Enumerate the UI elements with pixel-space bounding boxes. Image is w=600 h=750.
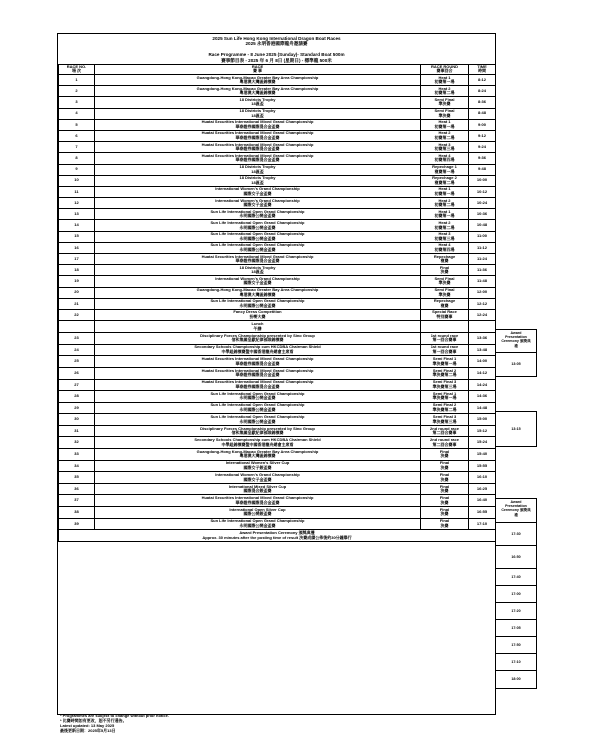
race-no: 26 xyxy=(59,367,95,379)
table-row xyxy=(59,460,496,472)
race-time: 9:48 xyxy=(469,164,496,175)
race-round: Heat 2 初賽第二場 xyxy=(421,220,469,231)
race-time: 9:00 xyxy=(469,119,496,130)
race-no: 13 xyxy=(59,209,95,220)
table-row xyxy=(59,309,496,320)
race-round: Final 決賽 xyxy=(421,495,469,507)
race-no: 30 xyxy=(59,414,95,426)
race-no: 22 xyxy=(59,309,95,320)
title-en: 2025 Sun Life Hong Kong International Dragon Boat Races xyxy=(212,36,341,41)
header-race: RACE 賽 事 xyxy=(95,64,421,74)
race-name: Guangdong-Hong Kong-Macao Greater Bay Area Championship 粵港澳大灣區錦標賽 xyxy=(95,449,421,461)
races-afternoon xyxy=(59,333,496,530)
race-no: 27 xyxy=(59,379,95,391)
side-time-1: 13:05 xyxy=(495,352,537,377)
race-name: International Women's Grand Championship 國際女子金盃賽 xyxy=(95,198,421,209)
race-name: International Open Silver Cup 國際公開銀盃賽 xyxy=(95,507,421,519)
race-round: Final 決賽 xyxy=(421,265,469,276)
side-time-4: 16:50 xyxy=(495,545,537,570)
side-time-9: 17:50 xyxy=(495,636,537,655)
table-row xyxy=(59,298,496,309)
race-round: Final 決賽 xyxy=(421,449,469,461)
race-name: Guangdong-Hong Kong-Macao Greater Bay Area Championship 粵港澳大灣區錦標賽 xyxy=(95,75,421,86)
race-no: 3 xyxy=(59,97,95,108)
race-name: Huatai Securities International Mixed Grand Championship 華泰證券國際混合金盃賽 xyxy=(95,153,421,164)
race-table xyxy=(58,64,496,542)
race-time: 15:00 xyxy=(469,414,496,426)
race-name: International Women's Grand Championship 國際女子金盃賽 xyxy=(95,186,421,197)
race-time: 8:36 xyxy=(469,97,496,108)
lunch-row xyxy=(59,321,496,333)
race-no: 17 xyxy=(59,254,95,265)
table-row xyxy=(59,483,496,495)
table-header-row xyxy=(59,64,496,74)
table-row xyxy=(59,367,496,379)
race-name: International Mixed Silver Cup 國際混合銀盃賽 xyxy=(95,483,421,495)
race-time: 9:24 xyxy=(469,142,496,153)
race-no: 16 xyxy=(59,242,95,253)
race-round: Repechage 複賽 xyxy=(421,298,469,309)
race-round: Heat 1 初賽第一場 xyxy=(421,119,469,130)
race-no: 33 xyxy=(59,449,95,461)
table-row xyxy=(59,119,496,130)
updated-en: Latest updated: 13 May 2025 xyxy=(60,723,115,728)
race-name: 18 Districts Trophy 18區盃 xyxy=(95,97,421,108)
race-time: 12:24 xyxy=(469,309,496,320)
race-no: 14 xyxy=(59,220,95,231)
race-time: 10:24 xyxy=(469,198,496,209)
race-no: 32 xyxy=(59,437,95,449)
table-row xyxy=(59,344,496,356)
updated-zh: 最後更新日期：2025年5月13日 xyxy=(60,728,116,733)
table-row xyxy=(59,402,496,414)
race-no: 36 xyxy=(59,483,95,495)
race-name: Sun Life International Open Grand Championship 永明國際公開金盃賽 xyxy=(95,518,421,530)
side-time-11: 18:00 xyxy=(495,670,537,689)
race-round: Semi Final 準決賽 xyxy=(421,287,469,298)
table-row xyxy=(59,97,496,108)
race-time: 14:48 xyxy=(469,402,496,414)
table-row xyxy=(59,220,496,231)
race-round: 1st round race 第一回合賽事 xyxy=(421,333,469,345)
table-row xyxy=(59,425,496,437)
race-time: 10:00 xyxy=(469,175,496,186)
race-name: Huatai Securities International Mixed Grand Championship 華泰證券國際混合金盃賽 xyxy=(95,495,421,507)
table-row xyxy=(59,507,496,519)
race-no: 29 xyxy=(59,402,95,414)
race-name: Huatai Securities International Mixed Grand Championship 華泰證券國際混合金盃賽 xyxy=(95,356,421,368)
race-round: Repechage 1 複賽第一場 xyxy=(421,164,469,175)
table-row xyxy=(59,75,496,86)
race-no: 9 xyxy=(59,164,95,175)
race-name: International Women's Grand Championship 國際女子金盃賽 xyxy=(95,276,421,287)
race-time: 16:40 xyxy=(469,495,496,507)
closing-row xyxy=(59,530,496,542)
note-zh: * 比賽時間如有更改，恕不另行通告。 xyxy=(60,718,127,723)
race-time: 14:36 xyxy=(469,391,496,403)
closing-section xyxy=(59,530,496,542)
race-name: Secondary Schools Championship cum HKCDBA Chairman Shield 中學組錦標賽暨中國香港龍舟總會主席盾 xyxy=(95,344,421,356)
race-no: 37 xyxy=(59,495,95,507)
race-round: Semi Final 準決賽 xyxy=(421,276,469,287)
race-name: International Women's Silver Cup 國際女子銀盃賽 xyxy=(95,460,421,472)
race-time: 11:24 xyxy=(469,254,496,265)
race-no: 12 xyxy=(59,198,95,209)
table-row xyxy=(59,186,496,197)
race-name: Fancy Dress Competition 扮嘢大賽 xyxy=(95,309,421,320)
race-time: 14:24 xyxy=(469,379,496,391)
race-time: 15:55 xyxy=(469,460,496,472)
race-name: Disciplinary Forces Championship presented by Sino Group 信和集團呈獻紀律部隊錦標賽 xyxy=(95,333,421,345)
race-round: Final 決賽 xyxy=(421,518,469,530)
race-time: 10:12 xyxy=(469,186,496,197)
race-round: Semi Final 3 準決賽第三場 xyxy=(421,379,469,391)
race-time: 8:48 xyxy=(469,108,496,119)
race-time: 17:10 xyxy=(469,518,496,530)
race-name: Huatai Securities International Mixed Grand Championship 華泰證券國際混合金盃賽 xyxy=(95,130,421,141)
race-time: 10:36 xyxy=(469,209,496,220)
race-round: Semi Final 準決賽 xyxy=(421,97,469,108)
race-name: International Women's Grand Championship 國際女子金盃賽 xyxy=(95,472,421,484)
race-name: Sun Life International Open Grand Championship 永明國際公開金盃賽 xyxy=(95,298,421,309)
header-race-no: RACE NO. 場 次 xyxy=(59,64,95,74)
table-row xyxy=(59,391,496,403)
race-round: Semi Final 3 準決賽第三場 xyxy=(421,414,469,426)
race-time: 12:00 xyxy=(469,287,496,298)
race-time: 8:24 xyxy=(469,86,496,97)
race-round: Final 決賽 xyxy=(421,460,469,472)
race-round: Special Race 特別賽事 xyxy=(421,309,469,320)
race-time: 11:00 xyxy=(469,231,496,242)
race-name: Sun Life International Open Grand Championship 永明國際公開金盃賽 xyxy=(95,242,421,253)
race-round: Semi Final 1 準決賽第一場 xyxy=(421,391,469,403)
side-time-2: 13:15 xyxy=(495,411,537,447)
subtitle-en: Race Programme - 8 June 2025 (Sunday)- Standard Boat 500m xyxy=(208,52,345,58)
races-morning xyxy=(59,75,496,321)
race-no: 8 xyxy=(59,153,95,164)
race-round: Heat 3 初賽第三場 xyxy=(421,231,469,242)
table-row xyxy=(59,379,496,391)
race-round: Semi Final 1 準決賽第一場 xyxy=(421,356,469,368)
race-name: Sun Life International Open Grand Championship 永明國際公開金盃賽 xyxy=(95,209,421,220)
race-round: Heat 1 初賽第一場 xyxy=(421,209,469,220)
table-row xyxy=(59,287,496,298)
race-round: Heat 2 初賽第二場 xyxy=(421,86,469,97)
race-name: 18 Districts Trophy 18區盃 xyxy=(95,265,421,276)
race-name: Sun Life International Open Grand Championship 永明國際公開金盃賽 xyxy=(95,402,421,414)
header-round: RACE ROUND 賽事回合 xyxy=(421,64,469,74)
race-name: Guangdong-Hong Kong-Macao Greater Bay Area Championship 粵港澳大灣區錦標賽 xyxy=(95,86,421,97)
race-no: 31 xyxy=(59,425,95,437)
race-no: 34 xyxy=(59,460,95,472)
race-no: 20 xyxy=(59,287,95,298)
race-no: 28 xyxy=(59,391,95,403)
side-time-8: 17:05 xyxy=(495,619,537,638)
race-name: Huatai Securities International Mixed Grand Championship 華泰證券國際混合金盃賽 xyxy=(95,367,421,379)
side-time-5: 17:40 xyxy=(495,568,537,587)
table-row xyxy=(59,86,496,97)
race-round: Final 決賽 xyxy=(421,483,469,495)
race-time: 11:48 xyxy=(469,276,496,287)
race-round: Heat 4 初賽第四場 xyxy=(421,242,469,253)
table-row xyxy=(59,414,496,426)
race-round: 2nd round race 第二回合賽事 xyxy=(421,425,469,437)
title-zh: 2025 永明香港國際龍舟邀請賽 xyxy=(245,41,308,47)
race-no: 19 xyxy=(59,276,95,287)
race-time: 16:10 xyxy=(469,472,496,484)
race-no: 7 xyxy=(59,142,95,153)
race-no: 5 xyxy=(59,119,95,130)
race-time: 15:12 xyxy=(469,425,496,437)
race-time: 8:12 xyxy=(469,75,496,86)
lunch-label: Lunch 午膳 xyxy=(95,321,421,333)
note-en: * Programmes are subject to change without prior notice. xyxy=(60,713,169,718)
race-round: Repechage 複賽 xyxy=(421,254,469,265)
race-time: 12:12 xyxy=(469,298,496,309)
table-row xyxy=(59,265,496,276)
table-row xyxy=(59,254,496,265)
race-no: 21 xyxy=(59,298,95,309)
footnotes xyxy=(60,713,169,733)
race-round: 1st round race 第一回合賽事 xyxy=(421,344,469,356)
race-time: 14:12 xyxy=(469,367,496,379)
race-name: Huatai Securities International Mixed Grand Championship 華泰證券國際混合金盃賽 xyxy=(95,142,421,153)
race-round: Semi Final 2 準決賽第二場 xyxy=(421,402,469,414)
race-round: Final 決賽 xyxy=(421,507,469,519)
race-no: 10 xyxy=(59,175,95,186)
table-row xyxy=(59,242,496,253)
race-name: Sun Life International Open Grand Championship 永明國際公開金盃賽 xyxy=(95,391,421,403)
table-row xyxy=(59,142,496,153)
race-no: 35 xyxy=(59,472,95,484)
race-time: 16:55 xyxy=(469,507,496,519)
table-row xyxy=(59,356,496,368)
race-name: Sun Life International Open Grand Championship 永明國際公開金盃賽 xyxy=(95,414,421,426)
race-name: Sun Life International Open Grand Championship 永明國際公開金盃賽 xyxy=(95,220,421,231)
race-name: Disciplinary Forces Championship presented by Sino Group 信和集團呈獻紀律部隊錦標賽 xyxy=(95,425,421,437)
race-round: 2nd round race 第二回合賽事 xyxy=(421,437,469,449)
race-round: Heat 2 初賽第二場 xyxy=(421,198,469,209)
side-time-6: 17:00 xyxy=(495,585,537,604)
race-round: Semi Final 2 準決賽第二場 xyxy=(421,367,469,379)
table-row xyxy=(59,276,496,287)
race-round: Semi Final 準決賽 xyxy=(421,108,469,119)
table-row xyxy=(59,130,496,141)
race-no: 4 xyxy=(59,108,95,119)
race-name: Guangdong-Hong Kong-Macao Greater Bay Area Championship 粵港澳大灣區錦標賽 xyxy=(95,287,421,298)
race-round: Heat 1 初賽第一場 xyxy=(421,75,469,86)
race-name: Huatai Securities International Mixed Grand Championship 華泰證券國際混合金盃賽 xyxy=(95,254,421,265)
race-no: 15 xyxy=(59,231,95,242)
subtitle-zh: 賽事節目表 - 2025 年 6 月 8日 (星期日) - 標準龍 500米 xyxy=(221,57,332,63)
side-time-7: 17:20 xyxy=(495,602,537,621)
side-time-3: 17:30 xyxy=(495,522,537,547)
race-name: 18 Districts Trophy 18區盃 xyxy=(95,164,421,175)
table-row xyxy=(59,449,496,461)
table-row xyxy=(59,108,496,119)
table-row xyxy=(59,164,496,175)
table-row xyxy=(59,209,496,220)
race-name: Huatai Securities International Mixed Grand Championship 華泰證券國際混合金盃賽 xyxy=(95,379,421,391)
race-round: Heat 3 初賽第三場 xyxy=(421,142,469,153)
race-no: 11 xyxy=(59,186,95,197)
race-name: 18 Districts Trophy 18區盃 xyxy=(95,108,421,119)
award-box-1: Award Presentation Ceremony 頒獎典禮 xyxy=(495,329,537,354)
lunch-break xyxy=(59,321,496,333)
race-no: 6 xyxy=(59,130,95,141)
header-time: TIME 時間 xyxy=(469,64,496,74)
race-name: Huatai Securities International Mixed Grand Championship 華泰證券國際混合金盃賽 xyxy=(95,119,421,130)
race-no: 39 xyxy=(59,518,95,530)
side-time-10: 17:10 xyxy=(495,653,537,672)
table-row xyxy=(59,472,496,484)
race-round: Final 決賽 xyxy=(421,472,469,484)
race-round: Heat 4 初賽第四場 xyxy=(421,153,469,164)
table-row xyxy=(59,153,496,164)
race-time: 9:36 xyxy=(469,153,496,164)
race-time: 10:48 xyxy=(469,220,496,231)
race-time: 13:36 xyxy=(469,333,496,345)
table-row xyxy=(59,231,496,242)
race-no: 25 xyxy=(59,356,95,368)
race-no: 23 xyxy=(59,333,95,345)
award-box-2: Award Presentation Ceremony 頒獎典禮 xyxy=(495,498,537,524)
race-no: 24 xyxy=(59,344,95,356)
race-round: Heat 2 初賽第二場 xyxy=(421,130,469,141)
race-no: 2 xyxy=(59,86,95,97)
race-time: 13:48 xyxy=(469,344,496,356)
table-row xyxy=(59,198,496,209)
race-time: 14:00 xyxy=(469,356,496,368)
race-round: Repechage 2 複賽第二場 xyxy=(421,175,469,186)
race-time: 11:36 xyxy=(469,265,496,276)
race-time: 15:24 xyxy=(469,437,496,449)
race-no: 18 xyxy=(59,265,95,276)
race-time: 9:12 xyxy=(469,130,496,141)
programme-titles xyxy=(58,36,495,63)
race-no: 1 xyxy=(59,75,95,86)
race-name: Secondary Schools Championship cum HKCDBA Chairman Shield 中學組錦標賽暨中國香港龍舟總會主席盾 xyxy=(95,437,421,449)
programme-sheet xyxy=(57,33,496,715)
race-name: Sun Life International Open Grand Championship 永明國際公開金盃賽 xyxy=(95,231,421,242)
race-no: 38 xyxy=(59,507,95,519)
table-row xyxy=(59,437,496,449)
race-time: 15:40 xyxy=(469,449,496,461)
race-round: Heat 1 初賽第一場 xyxy=(421,186,469,197)
race-name: 18 Districts Trophy 18區盃 xyxy=(95,175,421,186)
closing-note: Award Presentation Ceremony 頒獎典禮 Approx. 30 minutes after the posting time of result 決賽成績公佈後約30分鐘舉行 xyxy=(59,530,496,542)
table-row xyxy=(59,518,496,530)
table-row xyxy=(59,175,496,186)
race-time: 11:12 xyxy=(469,242,496,253)
race-time: 16:25 xyxy=(469,483,496,495)
table-row xyxy=(59,333,496,345)
table-row xyxy=(59,495,496,507)
